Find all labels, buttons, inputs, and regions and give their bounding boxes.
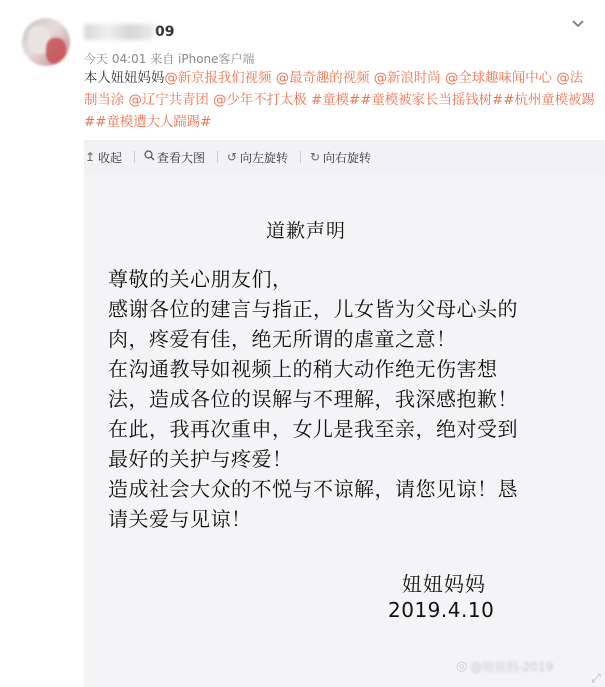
media-container [84, 140, 605, 687]
view-large-button[interactable] [143, 149, 211, 166]
apology-letter-image[interactable] [84, 174, 605, 687]
post-text [84, 68, 596, 134]
rotate-left-button[interactable] [226, 149, 294, 166]
watermark [456, 658, 553, 675]
mention-link[interactable]: @少年不打太极 [213, 93, 307, 108]
rotate-left-label: 向左旋转 [240, 150, 289, 165]
media-toolbar [84, 140, 605, 174]
collapse-label: 收起 [98, 150, 123, 165]
letter-signature: 妞妞妈妈 [402, 572, 486, 596]
chevron-down-icon[interactable] [569, 16, 587, 34]
letter-date: 2019.4.10 [388, 598, 495, 622]
divider [217, 151, 218, 163]
mention-link[interactable]: @新浪时尚 [373, 71, 441, 86]
collapse-button[interactable] [84, 149, 128, 166]
divider [134, 151, 135, 163]
letter-line: 请关爱与见谅！ [108, 507, 252, 531]
letter-line: 尊敬的关心朋友们， [108, 267, 293, 291]
letter-line: 最好的关护与疼爱！ [108, 447, 293, 471]
rotate-right-button[interactable] [309, 149, 377, 166]
letter-line: 在沟通教导如视频上的稍大动作绝无伤害想 [108, 357, 498, 381]
rotate-right-icon: ↻ [310, 150, 321, 164]
post-text-segment: 本人妞妞妈妈 [84, 71, 165, 86]
letter-line: 感谢各位的建言与指正，儿女皆为父母心头的 [108, 297, 518, 321]
letter-line: 在此，我再次重申，女儿是我至亲，绝对受到 [108, 417, 518, 441]
mention-link[interactable]: @新京报我们视频 [164, 71, 272, 86]
mention-link[interactable]: @全球趣味闻中心 [444, 71, 553, 86]
letter-line: 肉，疼爱有佳，绝无所谓的虐童之意！ [108, 327, 457, 351]
letter-line: 法，造成各位的误解与不理解，我深感抱歉！ [108, 387, 518, 411]
watermark-text: @妞妞妈-2019 [470, 660, 554, 674]
mention-link[interactable]: @最奇趣的视频 [275, 71, 370, 86]
mention-link[interactable]: @辽宁共青团 [128, 93, 209, 108]
mention-link[interactable]: @法制当涂 [84, 71, 584, 108]
collapse-icon: ↥ [84, 150, 96, 164]
magnifier-icon [143, 150, 155, 164]
blurred-username [84, 24, 154, 40]
username-suffix: 09 [155, 24, 175, 40]
avatar[interactable] [22, 18, 70, 66]
rotate-right-label: 向右旋转 [323, 150, 372, 165]
expand-icon[interactable]: ⤢ [591, 671, 601, 685]
username[interactable] [84, 22, 174, 42]
letter-body [108, 264, 578, 534]
hashtag-link[interactable]: #童模##童模被家长当摇钱树##杭州童模被踢##童模遭大人踹踢# [84, 93, 595, 130]
letter-line: 造成社会大众的不悦与不谅解，请您见谅！恳 [108, 477, 518, 501]
view-large-label: 查看大图 [157, 150, 206, 165]
letter-title: 道歉声明 [266, 220, 347, 242]
weibo-logo-icon: ◎ [456, 659, 468, 674]
post-meta[interactable]: 今天 04:01 来自 iPhone客户端 [84, 52, 255, 66]
divider [300, 151, 301, 163]
rotate-left-icon: ↺ [227, 150, 238, 164]
